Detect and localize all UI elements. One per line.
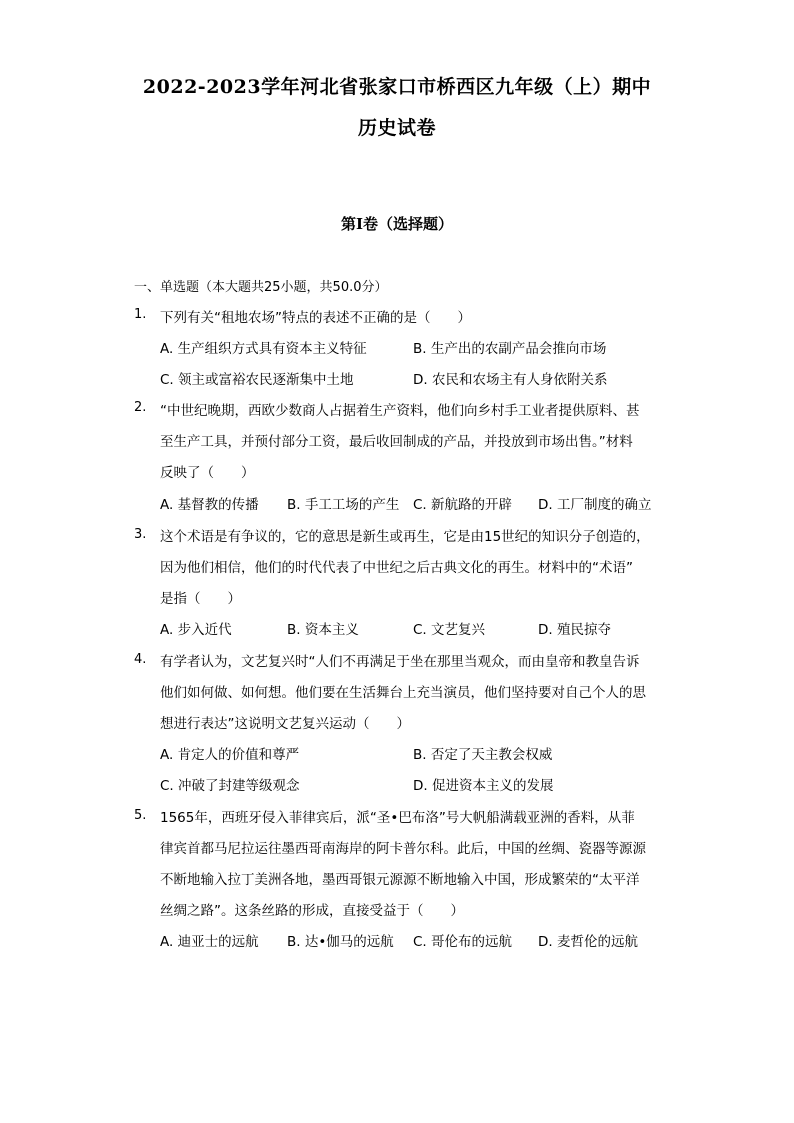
- option-b: B. 资本主义: [287, 622, 359, 638]
- question-number: 3.: [134, 527, 147, 542]
- option-d: D. 工厂制度的确立: [538, 497, 652, 513]
- question-text-line: 想进行表达”这说明文艺复兴运动（ ）: [160, 716, 410, 732]
- question-text-line: 不断地输入拉丁美洲各地，墨西哥银元源源不断地输入中国，形成繁荣的“太平洋: [160, 872, 640, 888]
- question-text-line: 丝绸之路”。这条丝路的形成，直接受益于（ ）: [160, 903, 464, 919]
- option-b: B. 手工工场的产生: [287, 497, 400, 513]
- option-c: C. 领主或富裕农民逐渐集中土地: [160, 372, 354, 388]
- option-c: C. 新航路的开辟: [413, 497, 513, 513]
- option-a: A. 肯定人的价值和尊严: [160, 747, 300, 763]
- question-text-line: 至生产工具，并预付部分工资，最后收回制成的产品，并投放到市场出售。”材料: [160, 434, 633, 450]
- question-text-line: 是指（ ）: [160, 591, 241, 607]
- question-text-line: 这个术语是有争议的，它的意思是新生或再生，它是由15世纪的知识分子创造的，: [160, 529, 650, 545]
- question-text-line: 反映了（ ）: [160, 465, 255, 481]
- option-d: D. 殖民掠夺: [538, 622, 611, 638]
- option-a: A. 基督教的传播: [160, 497, 259, 513]
- question-number: 4.: [134, 652, 147, 667]
- question-text-line: 律宾首都马尼拉运往墨西哥南海岸的阿卡普尔科。此后，中国的丝绸、瓷器等源源: [160, 841, 646, 857]
- option-c: C. 文艺复兴: [413, 622, 486, 638]
- option-d: D. 麦哲伦的远航: [538, 934, 638, 950]
- option-d: D. 农民和农场主有人身依附关系: [413, 372, 608, 388]
- question-number: 1.: [134, 307, 147, 322]
- option-d: D. 促进资本主义的发展: [413, 778, 554, 794]
- option-c: C. 冲破了封建等级观念: [160, 778, 300, 794]
- part-heading: 一、单选题（本大题共25小题，共50.0分）: [134, 280, 388, 295]
- exam-title-line2: 历史试卷: [357, 117, 436, 139]
- option-a: A. 迪亚士的远航: [160, 934, 259, 950]
- question-text-line: “中世纪晚期，西欧少数商人占据着生产资料，他们向乡村手工业者提供原料、甚: [160, 403, 640, 419]
- exam-title-line1: 2022-2023学年河北省张家口市桥西区九年级（上）期中: [142, 76, 652, 98]
- option-b: B. 达•伽马的远航: [287, 934, 394, 950]
- option-b: B. 否定了天主教会权威: [413, 747, 553, 763]
- section-title: 第I卷（选择题）: [340, 215, 454, 233]
- question-text-line: 下列有关“租地农场”特点的表述不正确的是（ ）: [160, 310, 471, 326]
- option-c: C. 哥伦布的远航: [413, 934, 513, 950]
- question-text-line: 他们如何做、如何想。他们要在生活舞台上充当演员，他们坚持要对自己个人的思: [160, 685, 646, 701]
- option-a: A. 步入近代: [160, 622, 232, 638]
- question-text-line: 1565年，西班牙侵入菲律宾后，派“圣•巴布洛”号大帆船满载亚洲的香料，从菲: [160, 810, 635, 826]
- question-number: 5.: [134, 808, 147, 823]
- question-text-line: 有学者认为，文艺复兴时“人们不再满足于坐在那里当观众，而由皇帝和教皇告诉: [160, 654, 640, 670]
- option-b: B. 生产出的农副产品会推向市场: [413, 341, 607, 357]
- question-text-line: 因为他们相信，他们的时代代表了中世纪之后古典文化的再生。材料中的“术语”: [160, 560, 633, 576]
- option-a: A. 生产组织方式具有资本主义特征: [160, 341, 367, 357]
- question-number: 2.: [134, 400, 147, 415]
